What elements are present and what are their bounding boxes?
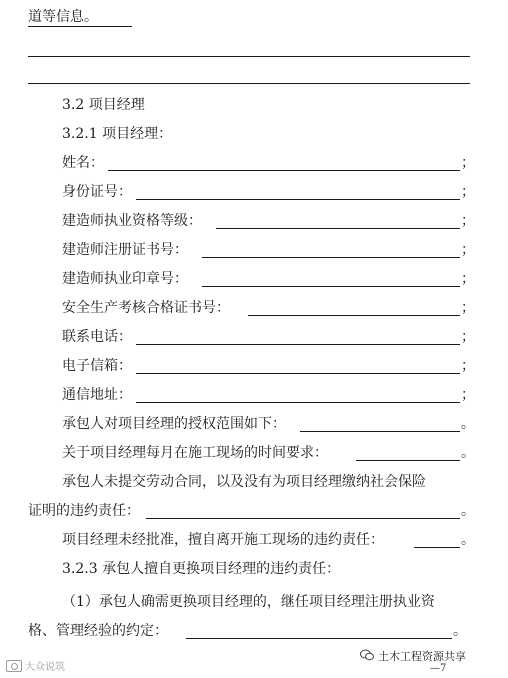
intro-tail-text: 道等信息。: [28, 8, 132, 27]
blank-rule-2: [28, 83, 470, 84]
field-end-safety-cert: ；: [461, 300, 475, 316]
contract-liability-line2: 证明的违约责任：: [28, 503, 140, 519]
section-heading-3-2-3: 3.2.3 承包人擅自更换项目经理的违约责任：: [62, 561, 341, 577]
field-end-seal-number: ；: [461, 271, 475, 287]
section-heading-3-2: 3.2 项目经理: [62, 97, 145, 113]
replace-manager-line2: 格、管理经验的约定：: [28, 623, 168, 639]
field-blank-email[interactable]: [136, 373, 460, 374]
authority-scope-end: 。: [461, 416, 475, 432]
contract-liability-line1: 承包人未提交劳动合同，以及没有为项目经理缴纳社会保险: [62, 474, 426, 490]
field-blank-registration-cert[interactable]: [202, 257, 460, 258]
field-label-registration-cert: 建造师注册证书号：: [62, 242, 188, 258]
field-blank-seal-number[interactable]: [202, 286, 460, 287]
field-blank-qualification-level[interactable]: [216, 228, 460, 229]
field-label-seal-number: 建造师执业印章号：: [62, 271, 188, 287]
site-time-end: 。: [461, 445, 475, 461]
field-blank-address[interactable]: [136, 402, 460, 403]
section-heading-3-2-1: 3.2.1 项目经理：: [62, 126, 173, 142]
replace-manager-line1: （1）承包人确需更换项目经理的，继任项目经理注册执业资: [62, 594, 435, 610]
field-end-qualification-level: ；: [461, 213, 475, 229]
field-label-email: 电子信箱：: [62, 358, 132, 374]
authority-scope-blank[interactable]: [300, 431, 460, 432]
field-label-name: 姓名：: [62, 155, 104, 171]
authority-scope-label: 承包人对项目经理的授权范围如下：: [62, 416, 286, 432]
leave-site-label: 项目经理未经批准，擅自离开施工现场的违约责任：: [62, 532, 384, 548]
leave-site-blank[interactable]: [414, 547, 460, 548]
page-number-value: 7: [440, 663, 447, 674]
site-time-label: 关于项目经理每月在施工现场的时间要求：: [62, 445, 328, 461]
watermark-right-text: 土木工程资源共享: [378, 650, 466, 663]
watermark-right: [360, 648, 466, 664]
wechat-icon: [360, 649, 374, 664]
camera-icon: [6, 660, 22, 672]
field-end-registration-cert: ；: [461, 242, 475, 258]
field-label-phone: 联系电话：: [62, 329, 132, 345]
field-end-phone: ；: [461, 329, 475, 345]
replace-manager-end: 。: [453, 623, 467, 639]
field-blank-phone[interactable]: [136, 344, 460, 345]
field-end-address: ；: [461, 387, 475, 403]
page-number: —7: [430, 663, 447, 674]
leave-site-end: 。: [461, 532, 475, 548]
field-end-name: ；: [461, 155, 475, 171]
field-label-safety-cert: 安全生产考核合格证书号：: [62, 300, 230, 316]
contract-liability-blank[interactable]: [146, 518, 460, 519]
blank-rule-1: [28, 56, 470, 57]
field-blank-name[interactable]: [108, 170, 460, 171]
field-label-qualification-level: 建造师执业资格等级：: [62, 213, 202, 229]
watermark-left-text: 大众说筑: [25, 662, 65, 673]
field-label-id-number: 身份证号：: [62, 184, 132, 200]
field-blank-safety-cert[interactable]: [248, 315, 460, 316]
watermark-left: [6, 658, 65, 673]
site-time-blank[interactable]: [356, 460, 460, 461]
field-blank-id-number[interactable]: [136, 199, 460, 200]
contract-liability-end: 。: [461, 503, 475, 519]
field-end-email: ；: [461, 358, 475, 374]
field-label-address: 通信地址：: [62, 387, 132, 403]
field-end-id-number: ；: [461, 184, 475, 200]
replace-manager-blank[interactable]: [186, 638, 452, 639]
